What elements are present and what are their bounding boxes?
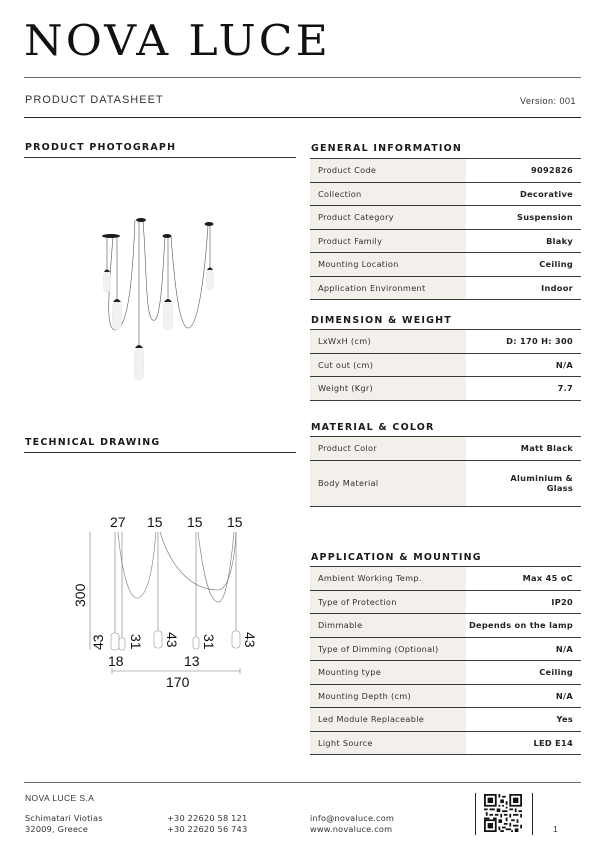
dim-top-2: 15 <box>147 514 163 530</box>
address-line: Schimatari Viotias <box>25 813 103 823</box>
section-title-dimension: DIMENSION & WEIGHT <box>311 315 452 326</box>
row-label: Cut out (cm) <box>310 353 466 377</box>
row-label: Product Color <box>310 437 466 461</box>
section-title-material: MATERIAL & COLOR <box>311 422 435 433</box>
table-row <box>310 229 581 253</box>
header-divider-bottom <box>24 117 581 118</box>
row-label: Product Category <box>310 206 466 230</box>
brand-logo: NOVA LUCE <box>24 16 332 65</box>
section-title-photo: PRODUCT PHOTOGRAPH <box>25 142 177 153</box>
table-row <box>310 159 581 183</box>
dim-height: 300 <box>72 583 88 607</box>
phone-number[interactable]: +30 22620 56 743 <box>167 824 248 834</box>
table-row <box>310 276 581 300</box>
dim-shade-2: 31 <box>128 634 144 650</box>
row-label: Collection <box>310 182 466 206</box>
row-label: Type of Dimming (Optional) <box>310 637 466 661</box>
header-divider <box>24 77 581 78</box>
table-row <box>310 684 581 708</box>
row-label: Body Material <box>310 460 466 506</box>
product-photograph <box>95 210 225 385</box>
row-label: Mounting Depth (cm) <box>310 684 466 708</box>
row-value: 7.7 <box>466 377 581 401</box>
dim-top-4: 15 <box>227 514 243 530</box>
suspension-cables <box>107 220 210 345</box>
row-value: N/A <box>466 353 581 377</box>
general-info-table <box>310 158 581 300</box>
table-row <box>310 567 581 591</box>
row-value: Depends on the lamp <box>466 614 581 638</box>
dim-shade-1: 43 <box>90 634 106 650</box>
dim-width-1: 18 <box>108 653 124 669</box>
table-row <box>310 590 581 614</box>
footer-phones <box>167 813 247 835</box>
table-row <box>310 182 581 206</box>
row-label: Application Environment <box>310 276 466 300</box>
row-label: Type of Protection <box>310 590 466 614</box>
page-number: 1 <box>553 824 558 834</box>
material-table <box>310 436 581 507</box>
dim-width-2: 13 <box>184 653 200 669</box>
row-label: Mounting type <box>310 661 466 685</box>
section-divider <box>24 157 296 158</box>
dimension-table <box>310 329 581 401</box>
dim-shade-4: 31 <box>201 634 217 650</box>
row-value: Suspension <box>466 206 581 230</box>
row-label: Ambient Working Temp. <box>310 567 466 591</box>
table-row <box>310 661 581 685</box>
row-label: Light Source <box>310 731 466 755</box>
row-value: Matt Black <box>466 437 581 461</box>
dim-top-3: 15 <box>187 514 203 530</box>
footer-contact <box>310 813 394 835</box>
row-value: Indoor <box>466 276 581 300</box>
section-title-drawing: TECHNICAL DRAWING <box>25 437 161 448</box>
row-value: N/A <box>466 637 581 661</box>
phone-number[interactable]: +30 22620 58 121 <box>167 813 248 823</box>
dim-total-width: 170 <box>166 674 190 690</box>
version-label: Version: 001 <box>519 96 576 106</box>
table-row <box>310 206 581 230</box>
footer-company-name: NOVA LUCE S.A <box>25 793 95 803</box>
row-value: N/A <box>466 684 581 708</box>
ceiling-canopies <box>102 218 214 238</box>
table-row <box>310 253 581 277</box>
table-row <box>310 330 581 354</box>
row-value: 9092826 <box>466 159 581 183</box>
address-line: 32009, Greece <box>25 824 88 834</box>
row-value: IP20 <box>466 590 581 614</box>
glass-shades <box>104 268 214 381</box>
row-value: Ceiling <box>466 661 581 685</box>
table-row <box>310 377 581 401</box>
table-row <box>310 460 581 506</box>
row-label: LxWxH (cm) <box>310 330 466 354</box>
footer-separator <box>475 793 476 835</box>
row-value: Max 45 oC <box>466 567 581 591</box>
qr-code-icon[interactable] <box>484 794 522 832</box>
table-row <box>310 637 581 661</box>
dim-shade-5: 43 <box>242 632 258 648</box>
table-row <box>310 731 581 755</box>
row-value: Ceiling <box>466 253 581 277</box>
row-value: Yes <box>466 708 581 732</box>
document-title: PRODUCT DATASHEET <box>25 94 164 106</box>
row-label: Product Family <box>310 229 466 253</box>
application-table <box>310 566 581 755</box>
row-label: Product Code <box>310 159 466 183</box>
technical-drawing <box>70 505 270 695</box>
row-label: Led Module Replaceable <box>310 708 466 732</box>
row-label: Dimmable <box>310 614 466 638</box>
row-value: D: 170 H: 300 <box>466 330 581 354</box>
row-value: Decorative <box>466 182 581 206</box>
row-label: Weight (Kgr) <box>310 377 466 401</box>
section-title-application: APPLICATION & MOUNTING <box>311 552 482 563</box>
dim-shade-3: 43 <box>164 632 180 648</box>
table-row <box>310 614 581 638</box>
email-link[interactable]: info@novaluce.com <box>310 813 395 823</box>
table-row <box>310 353 581 377</box>
website-link[interactable]: www.novaluce.com <box>310 824 393 834</box>
table-row <box>310 708 581 732</box>
row-value: LED E14 <box>466 731 581 755</box>
table-row <box>310 437 581 461</box>
row-value: Aluminium & Glass <box>466 460 581 506</box>
footer-address <box>25 813 103 835</box>
dim-top-1: 27 <box>110 514 126 530</box>
section-divider <box>24 452 296 453</box>
row-value: Blaky <box>466 229 581 253</box>
footer-separator <box>532 793 533 835</box>
section-title-general: GENERAL INFORMATION <box>311 143 463 154</box>
row-label: Mounting Location <box>310 253 466 277</box>
footer-divider <box>24 782 581 783</box>
